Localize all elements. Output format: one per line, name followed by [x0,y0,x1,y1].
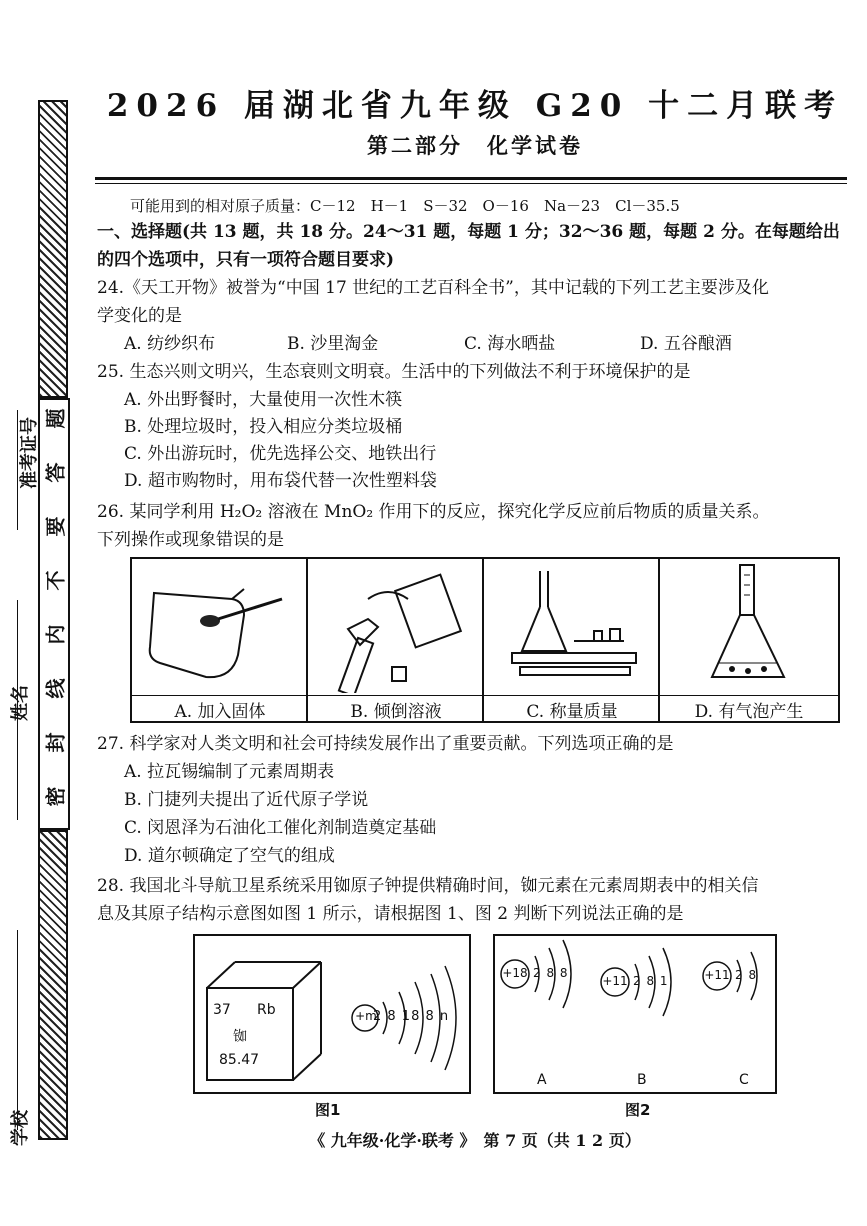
atom-a-nucleus: +18 [502,966,528,980]
header-rule [95,177,847,180]
atom-c-nucleus: +11 [704,968,730,982]
element-number: 37 [213,1002,231,1018]
seal-strip [38,398,70,830]
seal-char: 不 [43,570,68,591]
atom-a-label: A [537,1072,547,1088]
q26-caption-a: A. 加入固体 [174,702,266,722]
q24-option-d: D. 五谷酿酒 [640,334,732,354]
bubbles-illustration [660,559,832,693]
q27-option-c: C. 闵恩泽为石油化工催化剂制造奠定基础 [124,818,437,838]
figure-2-caption: 图2 [625,1101,651,1119]
q27-option-b: B. 门捷列夫提出了近代原子学说 [124,790,369,810]
header-rule-thin [95,183,847,184]
q25-stem: 25. 生态兴则文明兴，生态衰则文明衰。生活中的下列做法不利于环境保护的是 [97,362,691,382]
binding-hatch-top [38,100,68,398]
q26-caption-d: D. 有气泡产生 [694,702,804,722]
atomic-masses: 可能用到的相对原子质量：C－12 H－1 S－32 O－16 Na－23 Cl－35.5 [130,197,680,215]
page-footer: 《 九年级·化学·联考 》 第 7 页（共 1 2 页） [309,1131,641,1150]
atom-c-label: C [739,1072,749,1088]
q26-figure-table [130,557,840,723]
q27-option-d: D. 道尔顿确定了空气的组成 [124,846,335,866]
page-subtitle: 第二部分 化学试卷 [367,133,583,158]
atom-b-label: B [637,1072,647,1088]
binding-hatch-bottom [38,830,68,1140]
atom-b-nucleus: +11 [602,974,628,988]
q26-stem: 26. 某同学利用 H₂O₂ 溶液在 MnO₂ 作用下的反应，探究化学反应前后物质的质量关系。 [97,502,770,522]
seal-char: 封 [43,732,68,753]
shell-electrons: 2 8 18 8 n [373,1009,450,1024]
pouring-illustration [308,559,480,693]
section-heading-cont: 的四个选项中，只有一项符合题目要求) [97,250,395,270]
q28-stem: 28. 我国北斗导航卫星系统采用铷原子钟提供精确时间，铷元素在元素周期表中的相关信 [97,876,759,896]
nucleus-charge: +m [355,1009,377,1023]
school-label: 学校 [10,1110,31,1146]
q24-stem-cont: 学变化的是 [97,306,182,326]
section-heading: 一、选择题(共 13 题，共 18 分。24～31 题，每题 1 分；32～36 题，每题 2 分。在每题给出 [97,222,840,242]
q28-stem-cont: 息及其原子结构示意图如图 1 所示，请根据图 1、图 2 判断下列说法正确的是 [97,904,684,924]
name-label: 姓名 [10,685,31,721]
q24-option-a: A. 纺纱织布 [124,334,216,354]
balance-illustration [484,559,656,693]
exam-no-label: 准考证号 [19,417,40,489]
seal-char: 要 [43,516,68,537]
atom-b-shells: 2 8 1 [633,974,669,988]
atom-c-shells: 2 8 [735,968,758,982]
q24-stem: 24.《天工开物》被誉为“中国 17 世纪的工艺百科全书”，其中记载的下列工艺主要涉及化 [97,278,769,298]
seal-char: 答 [43,462,68,483]
q27-option-a: A. 拉瓦锡编制了元素周期表 [124,762,335,782]
caption-divider [132,695,838,696]
element-symbol: Rb [257,1002,276,1018]
q25-option-d: D. 超市购物时，用布袋代替一次性塑料袋 [124,471,437,491]
q24-option-b: B. 沙里淘金 [287,334,379,354]
element-name: 铷 [233,1029,247,1045]
seal-char: 线 [43,678,68,699]
q25-option-c: C. 外出游玩时，优先选择公交、地铁出行 [124,444,437,464]
flask-spoon-illustration [132,559,304,693]
q26-caption-b: B. 倾倒溶液 [350,702,442,722]
figure-1 [193,934,471,1094]
element-mass: 85.47 [219,1052,260,1068]
fill-line-school [17,930,18,1130]
q26-stem-cont: 下列操作或现象错误的是 [97,530,284,550]
seal-char: 内 [43,624,68,645]
q27-stem: 27. 科学家对人类文明和社会可持续发展作出了重要贡献。下列选项正确的是 [97,734,674,754]
q26-caption-c: C. 称量质量 [526,702,618,722]
q25-option-b: B. 处理垃圾时，投入相应分类垃圾桶 [124,417,403,437]
figure-2 [493,934,777,1094]
figure-1-caption: 图1 [315,1101,341,1119]
page-title: 2026 届湖北省九年级 G20 十二月联考 [106,88,844,124]
atom-diagrams [495,936,775,1092]
seal-char: 密 [43,786,68,807]
q24-option-c: C. 海水晒盐 [464,334,556,354]
atom-a-shells: 2 8 8 [533,966,569,980]
q25-option-a: A. 外出野餐时，大量使用一次性木筷 [124,390,403,410]
seal-char: 题 [43,408,68,429]
